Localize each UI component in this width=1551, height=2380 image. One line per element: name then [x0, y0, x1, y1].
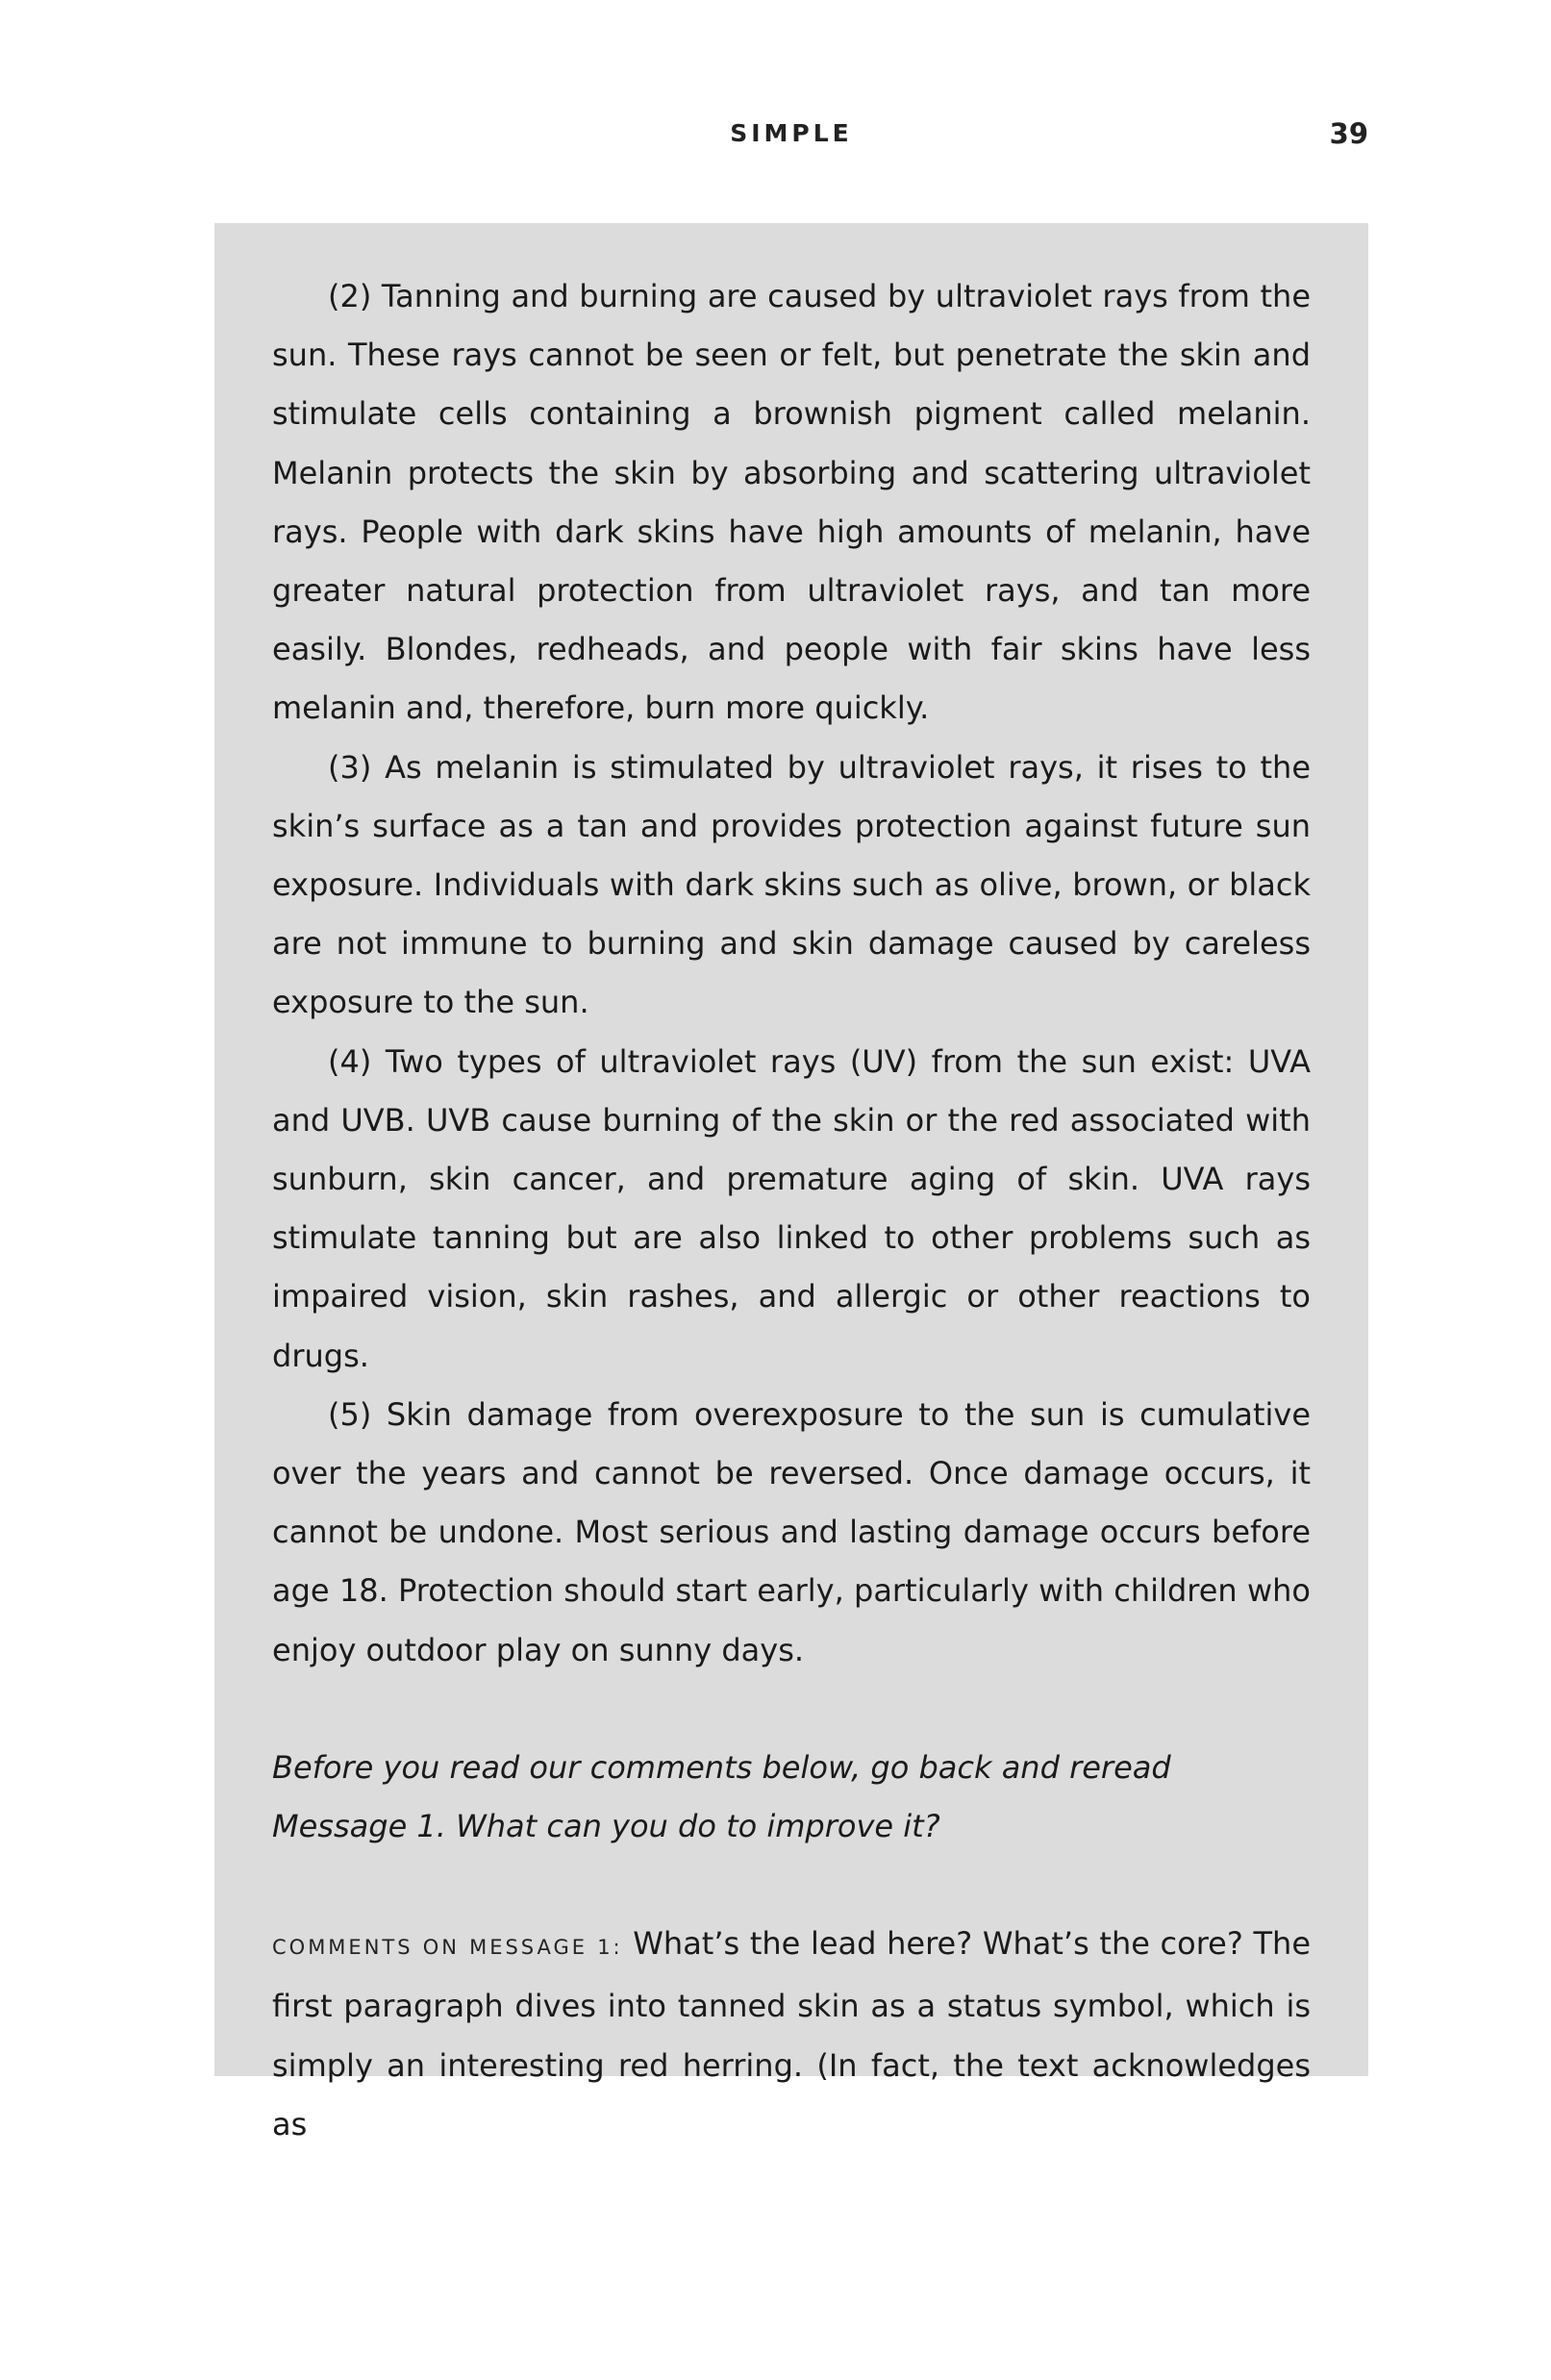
example-message-box — [214, 223, 1368, 2142]
page-number: 39 — [1329, 117, 1368, 150]
comments-text: What’s the lead here? What’s the core? The first paragraph dives into tanned skin as a status symbol, which is simply an interesting red herring. (In fact, the text acknowledges as — [272, 1925, 1312, 2142]
box-text — [272, 267, 1311, 2154]
running-head — [214, 119, 1368, 158]
reader-prompt: Before you read our comments below, go back and reread Message 1. What can you do to improve it? — [272, 1748, 1171, 1845]
paragraph-4: (4) Two types of ultraviolet rays (UV) from the sun exist: UVA and UVB. UVB cause burning of the skin or the red associated with sunburn, skin cancer, and premature aging of skin. UVA rays stimulate tanning but are also linked to other problems such as impaired vision, skin rashes, and allergic or other reactions to drugs. — [272, 1042, 1311, 1374]
paragraph-3: (3) As melanin is stimulated by ultraviolet rays, it rises to the skin’s surface as a tan and provides protection against future sun exposure. Individuals with dark skins such as olive, brown, or black are not immune to burning and skin damage caused by careless exposure to the sun. — [272, 748, 1311, 1021]
paragraph-2: (2) Tanning and burning are caused by ultraviolet rays from the sun. These rays cannot be seen or felt, but penetrate the skin and stimulate cells containing a brownish pigment called melanin. Melanin protects the skin by absorbing and scattering ultraviolet rays. People with dark skins have high amounts of melanin, have greater natural protection from ultraviolet rays, and tan more easily. Blondes, redheads, and people with fair skins have less melanin and, therefore, burn more quickly. — [272, 278, 1311, 727]
comments-paragraph — [272, 1915, 1311, 2154]
paragraph-5: (5) Skin damage from overexposure to the sun is cumulative over the years and cannot be reversed. Once damage occurs, it cannot be undone. Most serious and lasting damage occurs before age 18. Protection should start early, particularly with children who enjoy outdoor play on sunny days. — [272, 1395, 1311, 1668]
comments-label: COMMENTS ON MESSAGE 1: — [272, 1936, 623, 1960]
running-title: SIMPLE — [730, 119, 853, 147]
